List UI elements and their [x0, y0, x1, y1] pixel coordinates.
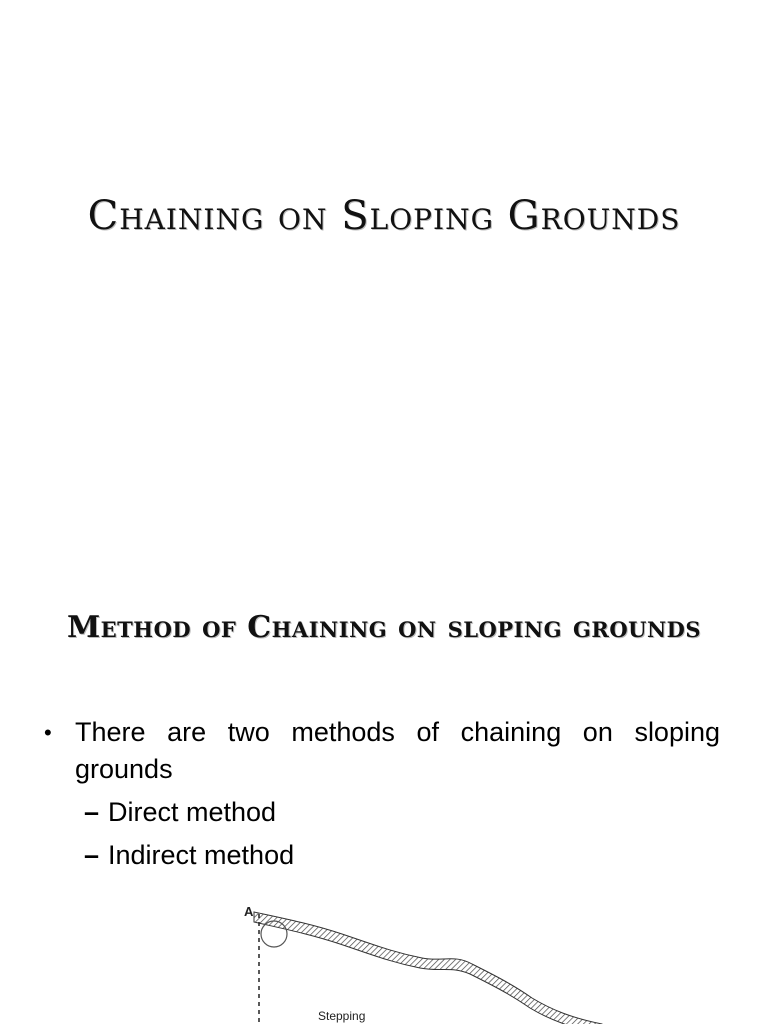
dash-icon: – [84, 840, 100, 870]
dash-icon: – [84, 797, 100, 827]
sub-item-label: Direct method [108, 797, 277, 827]
slide-2 [0, 576, 768, 1024]
slide-1-title: Chaining on Sloping Grounds [87, 193, 681, 239]
bullet-item [44, 714, 720, 788]
slide-2-title: Method of Chaining on sloping grounds [66, 610, 702, 645]
sub-item-label: Indirect method [108, 840, 295, 870]
bullet-list [44, 714, 720, 874]
bullet-text: There are two methods of chaining on sloping grounds [75, 717, 720, 784]
point-label-a: A [244, 904, 254, 919]
sub-item-direct-method [44, 794, 720, 831]
figure-caption: Stepping [318, 1009, 366, 1023]
ground-slope [254, 912, 602, 1024]
sub-item-indirect-method [44, 837, 720, 874]
bullet-icon: • [44, 720, 52, 745]
sloping-ground-figure [232, 894, 632, 1024]
